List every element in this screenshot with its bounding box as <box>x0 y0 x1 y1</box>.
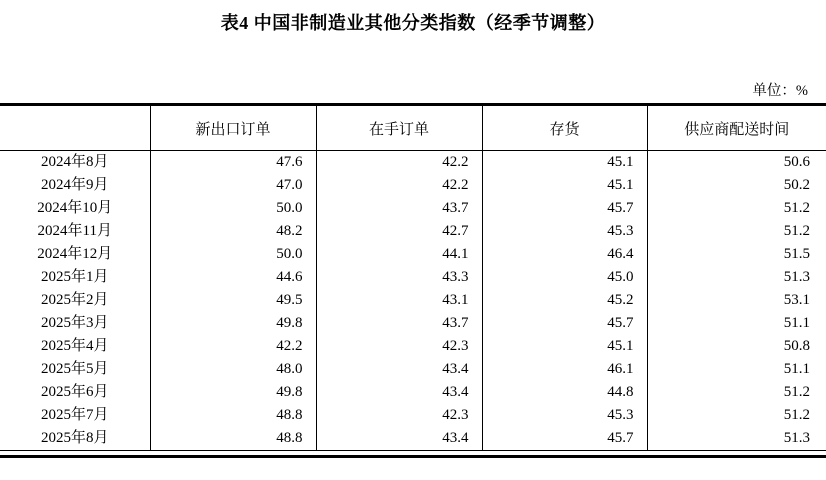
value-cell: 51.2 <box>647 220 826 243</box>
month-cell: 2025年1月 <box>40 269 109 285</box>
month-cell: 2024年9月 <box>40 177 109 193</box>
value-cell: 51.5 <box>647 243 826 266</box>
table-row <box>0 289 826 312</box>
table-row <box>0 358 826 381</box>
table-row <box>0 197 826 220</box>
value-cell: 47.0 <box>150 174 316 197</box>
value-cell: 45.2 <box>482 289 647 312</box>
value-cell: 51.1 <box>647 358 826 381</box>
value-cell: 45.7 <box>482 197 647 220</box>
month-cell: 2025年6月 <box>40 384 109 400</box>
value-cell: 47.6 <box>150 151 316 175</box>
column-header: 新出口订单 <box>150 105 316 151</box>
value-cell: 48.2 <box>150 220 316 243</box>
table-row <box>0 266 826 289</box>
value-cell: 45.3 <box>482 220 647 243</box>
value-cell: 43.7 <box>316 197 482 220</box>
table-bottom-rule <box>0 455 826 458</box>
value-cell: 51.3 <box>647 427 826 451</box>
value-cell: 50.6 <box>647 151 826 175</box>
indices-table <box>0 103 826 451</box>
value-cell: 42.2 <box>316 151 482 175</box>
table-title: 表4 中国非制造业其他分类指数（经季节调整） <box>220 13 606 33</box>
value-cell: 42.7 <box>316 220 482 243</box>
value-cell: 51.1 <box>647 312 826 335</box>
column-header-month <box>0 105 150 151</box>
value-cell: 45.3 <box>482 404 647 427</box>
value-cell: 46.4 <box>482 243 647 266</box>
month-cell: 2025年8月 <box>40 430 109 446</box>
month-cell: 2025年7月 <box>40 407 109 423</box>
value-cell: 44.1 <box>316 243 482 266</box>
column-header: 在手订单 <box>316 105 482 151</box>
table-row <box>0 174 826 197</box>
value-cell: 44.6 <box>150 266 316 289</box>
value-cell: 46.1 <box>482 358 647 381</box>
value-cell: 51.2 <box>647 381 826 404</box>
month-cell: 2024年8月 <box>40 154 109 170</box>
month-cell: 2024年10月 <box>37 200 113 216</box>
value-cell: 43.7 <box>316 312 482 335</box>
value-cell: 42.3 <box>316 335 482 358</box>
table-row <box>0 220 826 243</box>
value-cell: 50.2 <box>647 174 826 197</box>
table-row <box>0 381 826 404</box>
value-cell: 43.3 <box>316 266 482 289</box>
month-cell: 2025年4月 <box>40 338 109 354</box>
table-row <box>0 243 826 266</box>
value-cell: 48.8 <box>150 427 316 451</box>
value-cell: 49.8 <box>150 381 316 404</box>
value-cell: 42.3 <box>316 404 482 427</box>
value-cell: 48.8 <box>150 404 316 427</box>
month-cell: 2025年5月 <box>40 361 109 377</box>
value-cell: 45.1 <box>482 151 647 175</box>
value-cell: 49.8 <box>150 312 316 335</box>
value-cell: 43.4 <box>316 358 482 381</box>
unit-label: 单位：% <box>752 83 808 99</box>
table-row <box>0 312 826 335</box>
column-header: 存货 <box>482 105 647 151</box>
value-cell: 53.1 <box>647 289 826 312</box>
value-cell: 49.5 <box>150 289 316 312</box>
value-cell: 45.7 <box>482 427 647 451</box>
value-cell: 45.1 <box>482 174 647 197</box>
value-cell: 51.2 <box>647 404 826 427</box>
value-cell: 44.8 <box>482 381 647 404</box>
table-row <box>0 427 826 451</box>
month-cell: 2025年3月 <box>40 315 109 331</box>
table-row <box>0 335 826 358</box>
value-cell: 43.4 <box>316 381 482 404</box>
column-header: 供应商配送时间 <box>647 105 826 151</box>
value-cell: 45.7 <box>482 312 647 335</box>
month-cell: 2024年12月 <box>37 246 113 262</box>
value-cell: 45.1 <box>482 335 647 358</box>
table-row <box>0 404 826 427</box>
value-cell: 45.0 <box>482 266 647 289</box>
month-cell: 2024年11月 <box>37 223 112 239</box>
value-cell: 43.1 <box>316 289 482 312</box>
value-cell: 51.2 <box>647 197 826 220</box>
value-cell: 50.0 <box>150 197 316 220</box>
value-cell: 50.0 <box>150 243 316 266</box>
value-cell: 51.3 <box>647 266 826 289</box>
value-cell: 50.8 <box>647 335 826 358</box>
month-cell: 2025年2月 <box>40 292 109 308</box>
value-cell: 42.2 <box>316 174 482 197</box>
table-row <box>0 151 826 175</box>
value-cell: 42.2 <box>150 335 316 358</box>
value-cell: 48.0 <box>150 358 316 381</box>
value-cell: 43.4 <box>316 427 482 451</box>
table-header-row <box>0 105 826 151</box>
